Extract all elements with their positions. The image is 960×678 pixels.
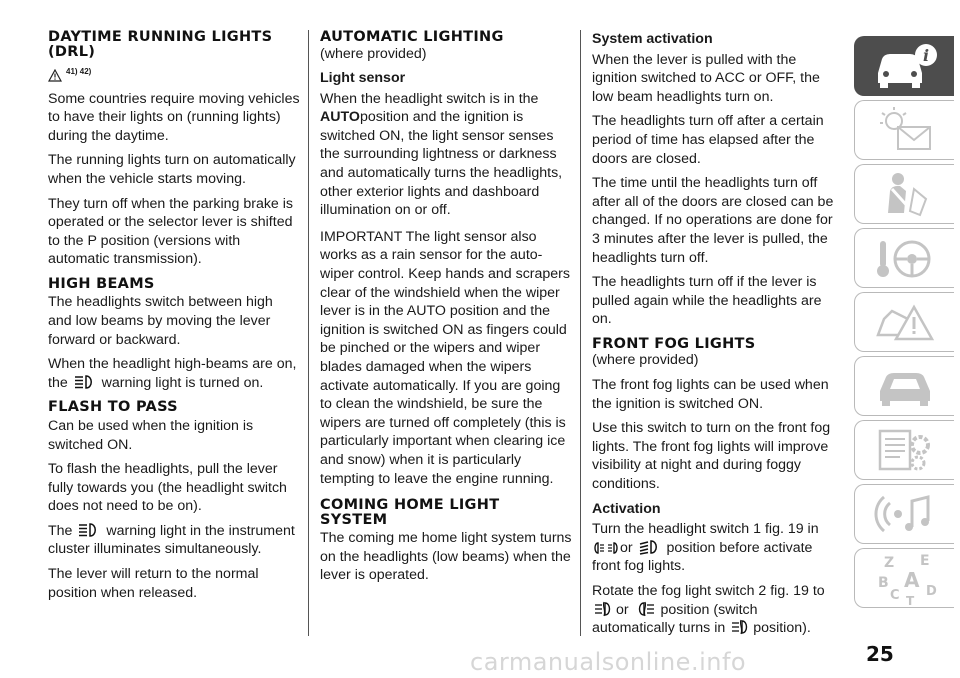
text-span: When the headlight high-beams are on, the bbox=[48, 356, 297, 391]
column-divider bbox=[580, 30, 581, 636]
text-span: position (switch automatically turns in bbox=[592, 601, 758, 637]
automatic-lighting-subtitle: (where provided) bbox=[320, 45, 427, 62]
index-letter-d: D bbox=[925, 584, 937, 599]
ftp-paragraph-1: Can be used when the ignition is switched ON. bbox=[48, 417, 254, 453]
safety-icon bbox=[870, 169, 940, 219]
index-letter-e: E bbox=[919, 553, 930, 569]
index-letter-b: B bbox=[877, 575, 889, 591]
coming-home-heading: COMING HOME LIGHT SYSTEM bbox=[320, 497, 500, 528]
front-fog-light-icon bbox=[731, 619, 751, 635]
tab-info-car[interactable] bbox=[854, 36, 954, 96]
tab-multimedia[interactable] bbox=[854, 484, 954, 544]
warning-refs bbox=[48, 63, 300, 82]
high-beams-heading: HIGH BEAMS bbox=[48, 275, 155, 292]
tab-controls[interactable] bbox=[854, 228, 954, 288]
front-fog-lights-heading: FRONT FOG LIGHTS bbox=[592, 335, 756, 352]
sa-paragraph-1: When the lever is pulled with the ignition switched to ACC or OFF, the low beam headlights turn on. bbox=[592, 51, 820, 105]
high-beams-paragraph-1: The headlights switch between high and low beams by moving the lever forward or backward. bbox=[48, 294, 273, 348]
column-3 bbox=[592, 30, 842, 644]
refs-text: 41) 42) bbox=[66, 67, 92, 76]
light-sensor-heading: Light sensor bbox=[320, 70, 406, 87]
text-span: warning light in the instrument cluster illuminates simultaneously. bbox=[48, 522, 295, 558]
text-span: or bbox=[616, 601, 629, 618]
automatic-lighting-heading: AUTOMATIC LIGHTING bbox=[320, 29, 504, 45]
tab-safety[interactable] bbox=[854, 164, 954, 224]
drl-paragraph-3: They turn off when the parking brake is operated or the selector lever is shifted to the P position (versions with automatic transmission). bbox=[48, 195, 294, 268]
index-letter-a: A bbox=[903, 568, 919, 592]
front-fog-subtitle: (where provided) bbox=[592, 352, 699, 369]
parking-lights-icon bbox=[594, 541, 618, 555]
ftp-paragraph-4: The lever will return to the normal position when released. bbox=[48, 566, 259, 601]
sa-paragraph-3: The time until the headlights turn off after all of the doors are closed can be changed. If no operations are done for 3 minutes after the lever is pulled, the headlights turn off. bbox=[592, 175, 834, 266]
high-beam-icon bbox=[78, 522, 100, 538]
rear-fog-light-icon bbox=[635, 601, 655, 617]
text-span: Rotate the fog light switch 2 fig. 19 to bbox=[592, 582, 825, 599]
index-icon bbox=[870, 551, 940, 605]
tab-technical-data[interactable] bbox=[854, 420, 954, 480]
info-car-icon bbox=[870, 43, 940, 89]
sa-paragraph-2: The headlights turn off after a certain period of time has elapsed after the doors are closed. bbox=[592, 113, 824, 167]
activation-paragraph-2 bbox=[592, 582, 842, 638]
high-beams-paragraph-2 bbox=[48, 355, 300, 392]
low-beam-icon bbox=[639, 539, 661, 555]
watermark: carmanualsonline.info bbox=[470, 648, 747, 676]
ftp-paragraph-2: To flash the headlights, pull the lever fully towards you (the headlight switch does not need to be on). bbox=[48, 461, 287, 515]
light-sensor-paragraph-2: IMPORTANT The light sensor also works as a rain sensor for the auto-wiper control. Keep hands and scrapers clear of the windshield when the wiper lever is in the AUTO position and the ignition is switched ON as fingers could be pinched or the wipers and wiper blades damaged when the wipers activate automatically. If you are going to clean the windshield, be sure the wipers are turned off completely (this is particularly important when clearing ice and snow) when it is particularly tempting to leave the engine running. bbox=[320, 228, 570, 487]
warning-lights-icon bbox=[870, 105, 940, 155]
text-span: When the headlight switch is in the bbox=[320, 90, 539, 107]
light-sensor-paragraph-1 bbox=[320, 90, 572, 220]
multimedia-icon bbox=[870, 489, 940, 539]
column-1 bbox=[48, 30, 300, 608]
tab-index[interactable] bbox=[854, 548, 954, 608]
text-span: or bbox=[620, 539, 633, 556]
column-2 bbox=[320, 30, 572, 591]
chapter-sidebar bbox=[854, 36, 956, 612]
text-span: position and the ignition is switched ON, the light sensor senses the surrounding lightness or darkness and automatically turns the headlights, other exterior lights and dashboard illumination on or off. bbox=[320, 109, 563, 219]
tab-warning-lights[interactable] bbox=[854, 100, 954, 160]
tab-maintenance[interactable] bbox=[854, 356, 954, 416]
text-span: position before activate front fog lights. bbox=[592, 539, 813, 575]
ffl-paragraph-2: Use this switch to turn on the front fog lights. The front fog lights will improve visibility at night and during foggy conditions. bbox=[592, 420, 831, 492]
text-span: position). bbox=[753, 620, 811, 637]
flash-to-pass-heading: FLASH TO PASS bbox=[48, 399, 178, 416]
index-letter-z: Z bbox=[883, 555, 894, 571]
coming-home-paragraph: The coming me home light system turns on the headlights (low beams) when the lever is operated. bbox=[320, 530, 572, 584]
technical-data-icon bbox=[870, 425, 940, 475]
page-number: 25 bbox=[866, 642, 894, 666]
drl-paragraph-2: The running lights turn on automatically when the vehicle starts moving. bbox=[48, 152, 296, 187]
front-fog-light-icon bbox=[594, 601, 614, 617]
activation-paragraph-1 bbox=[592, 520, 842, 576]
car-maintenance-icon bbox=[870, 361, 940, 411]
drl-heading: DAYTIME RUNNING LIGHTS (DRL) bbox=[48, 29, 273, 60]
activation-heading: Activation bbox=[592, 500, 661, 517]
controls-icon bbox=[870, 233, 940, 283]
auto-label: AUTO bbox=[320, 109, 360, 126]
warning-triangle-icon bbox=[48, 69, 62, 82]
index-letter-c: C bbox=[889, 588, 900, 603]
column-divider bbox=[308, 30, 309, 636]
text-span: Turn the headlight switch 1 fig. 19 in bbox=[592, 521, 819, 538]
tab-emergency[interactable] bbox=[854, 292, 954, 352]
high-beam-icon bbox=[74, 374, 96, 390]
ftp-paragraph-3 bbox=[48, 522, 300, 559]
text-span: The bbox=[48, 522, 73, 539]
text-span: warning light is turned on. bbox=[101, 374, 264, 391]
ffl-paragraph-1: The front fog lights can be used when the ignition is switched ON. bbox=[592, 377, 829, 412]
system-activation-heading: System activation bbox=[592, 31, 713, 47]
drl-paragraph-1: Some countries require moving vehicles to have their lights on (running lights) during the daytime. bbox=[48, 90, 300, 144]
index-letter-t: T bbox=[905, 594, 914, 605]
svg-text:i: i bbox=[922, 46, 929, 65]
emergency-icon bbox=[870, 297, 940, 347]
sa-paragraph-4: The headlights turn off if the lever is pulled again while the headlights are on. bbox=[592, 274, 822, 328]
